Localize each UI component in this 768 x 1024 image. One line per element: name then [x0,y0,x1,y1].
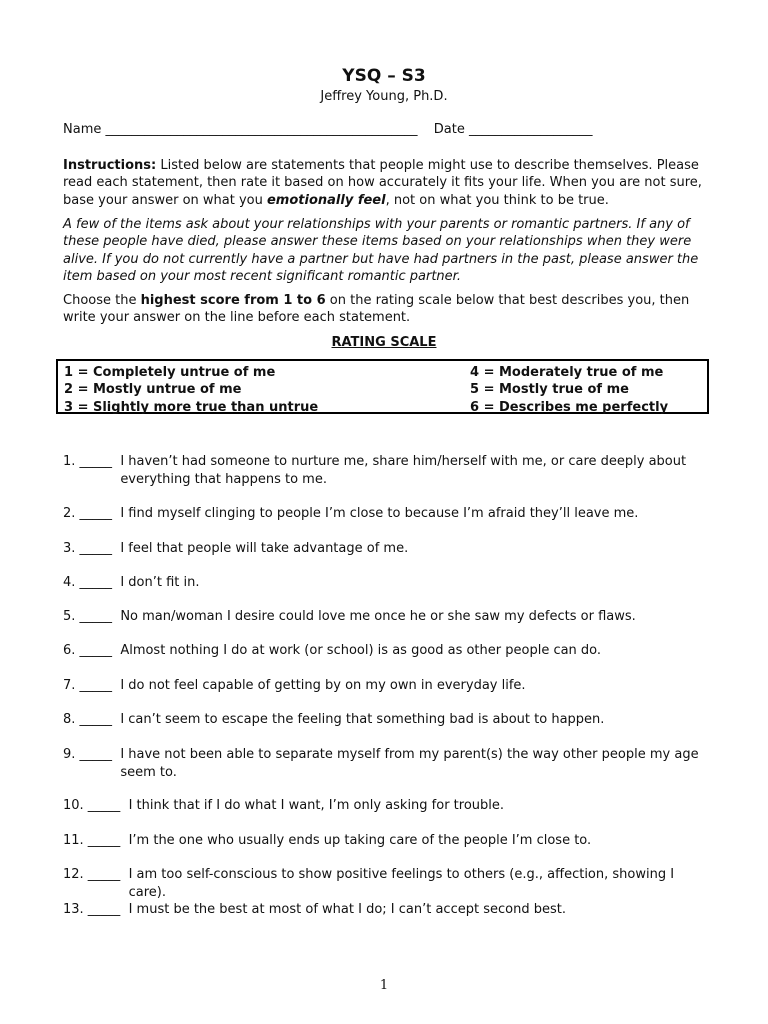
statement-text: I’m the one who usually ends up taking care of the people I’m close to. [128,833,592,848]
statement-item [63,866,713,901]
date-field-line[interactable]: ___________________ [469,122,593,137]
instructions-paragraph [63,157,713,209]
relationship-note: A few of the items ask about your relationships with your parents or romantic partners. If any of these people have died, please answer these items based on your relationships when they were alive. If you do not currently have a partner but have had partners in the past, please answer the item based on your most recent significant romantic partner. [63,217,699,284]
answer-line[interactable]: 13. _____ [63,902,129,917]
instructions-lead: Instructions: [63,158,157,173]
statement-text: I have not been able to separate myself from my parent(s) the way other people my age seem to. [120,747,699,780]
document-author: Jeffrey Young, Ph.D. [320,89,448,104]
name-date-row [63,122,593,137]
answer-line[interactable]: 11. _____ [63,833,129,848]
statement-text: No man/woman I desire could love me once he or she saw my defects or flaws. [120,609,636,624]
statement-text: I must be the best at most of what I do; I can’t accept second best. [128,902,566,917]
name-label: Name [63,122,102,137]
choose-instruction [63,292,713,327]
statement-item [63,505,713,523]
statement-item [63,453,713,488]
page-number: 1 [379,978,389,993]
answer-line[interactable]: 12. _____ [63,867,129,882]
statement-text: I feel that people will take advantage of me. [120,541,409,556]
rating-scale-entry: 1 = Completely untrue of me [64,365,276,380]
choose-text-1: Choose the [63,293,141,308]
statement-item [63,642,713,660]
statement-text: I do not feel capable of getting by on my own in everyday life. [120,678,526,693]
statement-text: I find myself clinging to people I’m close to because I’m afraid they’ll leave me. [120,506,639,521]
rating-scale-left-column [64,364,318,416]
date-label: Date [433,122,465,137]
statement-text: Almost nothing I do at work (or school) is as good as other people can do. [120,643,602,658]
statement-item [63,540,713,558]
rating-scale-entry: 3 = Slightly more true than untrue [64,399,319,415]
rating-scale-entry: 5 = Mostly true of me [470,382,629,398]
statement-text: I can’t seem to escape the feeling that something bad is about to happen. [120,712,605,727]
statement-text: I am too self-conscious to show positive feelings to others (e.g., affection, showing I care). [128,867,675,900]
statement-text: I think that if I do what I want, I’m only asking for trouble. [128,798,505,813]
instructions-emphasis: emotionally feel [266,192,386,208]
statement-text: I don’t fit in. [120,575,200,590]
statement-item [63,797,713,815]
rating-scale-box [56,359,709,414]
answer-line[interactable]: 1. _____ [63,454,121,469]
answer-line[interactable]: 4. _____ [63,575,121,590]
answer-line[interactable]: 5. _____ [63,609,121,624]
rating-scale-entry: 2 = Mostly untrue of me [64,382,242,398]
answer-line[interactable]: 8. _____ [63,712,121,727]
choose-bold: highest score from 1 to 6 [140,293,326,308]
rating-scale-title: RATING SCALE [331,335,437,350]
answer-line[interactable]: 10. _____ [63,798,129,813]
statement-item [63,677,713,695]
rating-scale-right-column [470,364,668,416]
statement-item [63,746,713,781]
rating-scale-entry: 4 = Moderately true of me [470,365,664,380]
answer-line[interactable]: 9. _____ [63,747,121,762]
name-field-line[interactable]: ________________________________________________ [105,122,418,137]
instructions-text-2: , not on what you think to be true. [385,192,609,208]
answer-line[interactable]: 2. _____ [63,506,121,521]
statement-item [63,711,713,729]
statement-text: I haven’t had someone to nurture me, share him/herself with me, or care deeply about everything that happens to me. [120,454,687,487]
answer-line[interactable]: 6. _____ [63,643,121,658]
statement-item [63,574,713,592]
answer-line[interactable]: 7. _____ [63,678,121,693]
choose-text-2: on the rating scale below that best describes you, then write your answer on the line before each statement. [63,293,690,326]
document-title: YSQ – S3 [342,66,426,86]
instructions-text-1: Listed below are statements that people might use to describe themselves. Please read each statement, then rate it based on how accurately it fits your life. When you are not sure, base your answer on what you [63,158,702,208]
statement-item [63,832,713,850]
statement-item [63,608,713,626]
statement-item [63,901,713,919]
rating-scale-entry: 6 = Describes me perfectly [470,399,669,415]
answer-line[interactable]: 3. _____ [63,541,121,556]
